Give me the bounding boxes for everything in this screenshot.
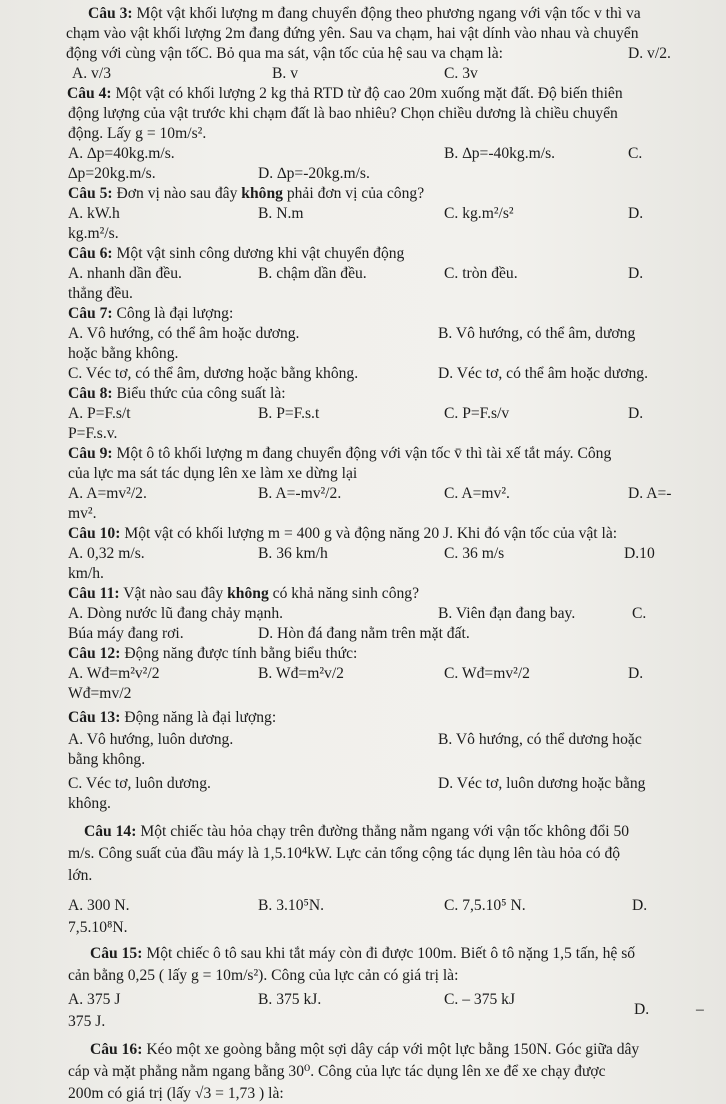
q7-option-c: C. Véc tơ, có thể âm, dương hoặc bằng không. xyxy=(68,365,359,382)
q11-option-d: D. Hòn đá đang nằm trên mặt đất. xyxy=(258,625,470,642)
q5-option-d-value: kg.m²/s. xyxy=(68,225,119,242)
q9-option-c: C. A=mv². xyxy=(444,485,510,502)
q4-heading: Câu 4: xyxy=(67,85,112,102)
q4-option-c: C. xyxy=(628,145,643,162)
q13-option-b: B. Vô hướng, có thể dương hoặc xyxy=(438,731,642,748)
q7-option-b-cont: hoặc bằng không. xyxy=(68,345,179,362)
q14-option-a: A. 300 N. xyxy=(68,897,130,914)
q4-option-c-value: ∆p=20kg.m/s. xyxy=(68,165,156,182)
q9-option-b: B. A=-mv²/2. xyxy=(258,485,342,502)
q14-option-d: D. xyxy=(632,897,648,914)
q6-option-d: D. xyxy=(628,265,644,282)
q8-heading: Câu 8: xyxy=(68,385,113,402)
q5-option-d: D. xyxy=(628,205,644,222)
q13-option-a-cont: bằng không. xyxy=(68,751,146,768)
q15-option-b: B. 375 kJ. xyxy=(258,991,322,1008)
q9-option-d: D. A=- xyxy=(628,485,672,502)
q15-option-d-dash: – xyxy=(696,1001,704,1018)
q4-option-b: B. ∆p=-40kg.m/s. xyxy=(444,145,556,162)
q6-option-b: B. chậm dần đều. xyxy=(258,265,367,282)
q7-heading: Câu 7: xyxy=(68,305,113,322)
q7-option-d: D. Véc tơ, có thể âm hoặc dương. xyxy=(438,365,648,382)
q13-heading: Câu 13: xyxy=(68,709,121,726)
q9-option-d-value: mv². xyxy=(68,505,97,522)
q5-heading: Câu 5: xyxy=(68,185,113,202)
q6-heading: Câu 6: xyxy=(68,245,113,262)
q11-option-c-value: Búa máy đang rơi. xyxy=(68,625,184,642)
q8-option-c: C. P=F.s/v xyxy=(444,405,510,422)
q7-option-b: B. Vô hướng, có thể âm, dương xyxy=(438,325,636,342)
q8-option-a: A. P=F.s/t xyxy=(68,405,131,422)
q10-option-d-value: km/h. xyxy=(68,565,104,582)
q12-option-a: A. Wđ=m²v²/2 xyxy=(68,665,160,682)
q14-option-b: B. 3.10⁵N. xyxy=(258,897,325,914)
q8-option-b: B. P=F.s.t xyxy=(258,405,320,422)
q3-option-c: C. 3v xyxy=(444,65,478,82)
q15-option-a: A. 375 J xyxy=(68,991,121,1008)
q11-option-b: B. Viên đạn đang bay. xyxy=(438,605,576,622)
q13-option-d: D. Véc tơ, luôn dương hoặc bằng xyxy=(438,775,646,792)
q9-option-a: A. A=mv²/2. xyxy=(68,485,147,502)
q9-heading: Câu 9: xyxy=(68,445,113,462)
q15-option-d: D. xyxy=(634,1001,650,1018)
worksheet-page: Câu 3: Một vật khối lượng m đang chuyển động theo phương ngang với vận tốc v thì va chạm vào vật khối lượng 2m đang đứng yên. Sau va chạm, hai vật dính vào nhau và chuyển động với cùng vận tốC. Bỏ qua ma sát, vận tốc của hệ sau va chạm là: D. v/2. A. v/3 B. v C. 3v Câu 4: Một vật có khối lượng 2 kg thả RTD từ độ cao 20m xuống mặt đất. Độ biến thiên động lượng của vật trước khi chạm đất là bao nhiêu? Chọn chiều dương là chiều chuyển động. Lấy g = 10m/s². A. ∆p=40kg.m/s. B. ∆p=-40kg.m/s. C. ∆p=20kg.m/s. D. ∆p=-20kg.m/s. Câu 5: Đơn vị nào sau đây không phải đơn vị của công? A. kW.h B. N.m C. kg.m²/s² D. kg.m²/s. Câu 6: Một vật sinh công dương khi vật chuyển động A. nhanh dần đều. B. chậm dần đều. C. tròn đều. D. thẳng đều. Câu 7: Công là đại lượng: A. Vô hướng, có thể âm hoặc dương. B. Vô hướng, có thể âm, dương hoặc bằng không. C. Véc tơ, có thể âm, dương hoặc bằng không. D. Véc tơ, có thể âm hoặc dương. Câu 8: Biểu thức của công suất là: A. P=F.s/t B. P=F.s.t C. P=F.s/v D. P=F.s.v. Câu 9: Một ô tô khối lượng m đang chuyển động với vận tốc v̄ thì tài xế tắt máy. Công của lực ma sát tác dụng lên xe làm xe dừng lại A. A=mv²/2. B. A=-mv²/2. C. A=mv². D. A=- mv². Câu 10: Một vật có khối lượng m = 400 g và động năng 20 J. Khi đó vận tốc của vật là: A. 0,32 m/s. B. 36 km/h C. 36 m/s D.10 km/h. Câu 11: Vật nào sau đây không có khả năng sinh công? A. Dòng nước lũ đang chảy mạnh. B. Viên đạn đang bay. C. Búa máy đang rơi. D. Hòn đá đang nằm trên mặt đất. Câu 12: Động năng được tính bằng biểu thức: A. Wđ=m²v²/2 B. Wđ=m²v/2 C. Wđ=mv²/2 D. Wđ=mv/2 Câu 13: Động năng là đại lượng: A. Vô hướng, luôn dương. B. Vô hướng, có thể dương hoặc bằng không. C. Véc tơ, luôn dương. D. Véc tơ, luôn dương hoặc bằng không. Câu 14: Một chiếc tàu hỏa chạy trên đường thẳng nằm ngang với vận tốc không đổi 50 m/s. Công suất của đầu máy là 1,5.10⁴kW. Lực cản tổng cộng tác dụng lên tàu hỏa có độ lớn. A. 300 N. B. 3.10⁵N. C. 7,5.10⁵ N. D. 7,5.10⁸N. Câu 15: Một chiếc ô tô sau khi tắt máy còn đi được 100m. Biết ô tô nặng 1,5 tấn, hệ số cản bằng 0,25 ( lấy g = 10m/s²). Công của lực cản có giá trị là: A. 375 J B. 375 kJ. C. – 375 kJ D. – 375 J. Câu 16: Kéo một xe goòng bằng một sợi dây cáp với một lực bằng 150N. Góc giữa dây cáp và mặt phẳng nằm ngang bằng 30⁰. Công của lực tác dụng lên xe để xe chạy được 200m có giá trị (lấy √3 = 1,73 ) là: xyxy=(0,0,726,1104)
q11-option-c: C. xyxy=(632,605,647,622)
q15-option-c: C. – 375 kJ xyxy=(444,991,516,1008)
q10-option-a: A. 0,32 m/s. xyxy=(68,545,145,562)
q10-option-b: B. 36 km/h xyxy=(258,545,328,562)
q12-heading: Câu 12: xyxy=(68,645,121,662)
q6-option-a: A. nhanh dần đều. xyxy=(68,265,182,282)
q13-option-c: C. Véc tơ, luôn dương. xyxy=(68,775,211,792)
q13-option-a: A. Vô hướng, luôn dương. xyxy=(68,731,234,748)
q10-option-c: C. 36 m/s xyxy=(444,545,505,562)
q10-heading: Câu 10: xyxy=(68,525,121,542)
q11-option-a: A. Dòng nước lũ đang chảy mạnh. xyxy=(68,605,284,622)
q7-option-a: A. Vô hướng, có thể âm hoặc dương. xyxy=(68,325,300,342)
q15-option-d-value: 375 J. xyxy=(68,1013,106,1030)
q3-heading: Câu 3: xyxy=(88,5,133,22)
q3-option-d: D. v/2. xyxy=(628,45,671,62)
q8-option-d-value: P=F.s.v. xyxy=(68,425,118,442)
q12-option-b: B. Wđ=m²v/2 xyxy=(258,665,344,682)
q6-option-d-value: thẳng đều. xyxy=(68,285,133,302)
q10-option-d: D.10 xyxy=(624,545,655,562)
q5-option-c: C. kg.m²/s² xyxy=(444,205,514,222)
q5-option-a: A. kW.h xyxy=(68,205,120,222)
q14-option-d-value: 7,5.10⁸N. xyxy=(68,919,128,936)
q15-heading: Câu 15: xyxy=(90,945,143,962)
q6-option-c: C. tròn đều. xyxy=(444,265,518,282)
q12-option-d: D. xyxy=(628,665,644,682)
q14-option-c: C. 7,5.10⁵ N. xyxy=(444,897,526,914)
q5-option-b: B. N.m xyxy=(258,205,304,222)
q3-option-a: A. v/3 xyxy=(72,65,111,82)
q4-option-a: A. ∆p=40kg.m/s. xyxy=(68,145,175,162)
q8-option-d: D. xyxy=(628,405,644,422)
q16-heading: Câu 16: xyxy=(90,1041,143,1058)
q11-heading: Câu 11: xyxy=(68,585,120,602)
q14-heading: Câu 14: xyxy=(84,823,137,840)
q12-option-c: C. Wđ=mv²/2 xyxy=(444,665,530,682)
q12-option-d-value: Wđ=mv/2 xyxy=(68,685,132,702)
q3-option-b: B. v xyxy=(272,65,298,82)
q13-option-c-cont: không. xyxy=(68,795,111,812)
q4-option-d: D. ∆p=-20kg.m/s. xyxy=(258,165,370,182)
